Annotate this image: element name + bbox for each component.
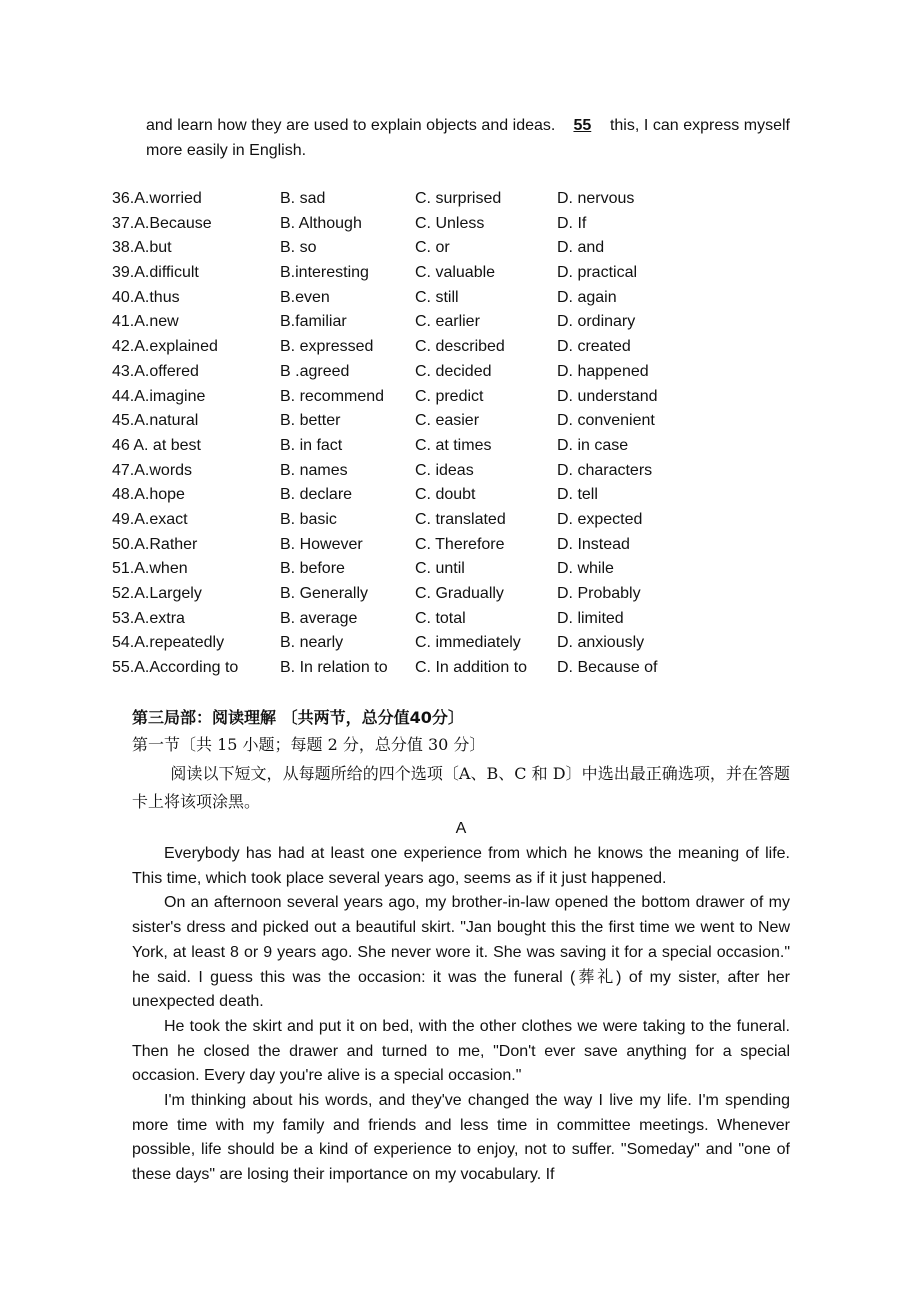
option-a: 54.A.repeatedly: [112, 634, 225, 652]
option-a: 50.A.Rather: [112, 535, 198, 553]
option-c: C. In addition to: [415, 659, 528, 677]
option-c: C. surprised: [415, 190, 502, 207]
option-a: 37.A.Because: [112, 214, 212, 232]
option-c: C. easier: [415, 412, 480, 430]
question-option-row: [112, 310, 812, 335]
option-b: B.interesting: [280, 264, 369, 282]
option-b: B. average: [280, 609, 358, 627]
option-c: C. decided: [415, 362, 492, 380]
question-option-row: [112, 409, 812, 434]
option-d: D. If: [557, 214, 587, 232]
option-d: D. practical: [557, 264, 638, 282]
option-d: D. limited: [557, 609, 624, 627]
option-d: D. expected: [557, 510, 643, 528]
option-d: D. characters: [557, 461, 653, 479]
option-b: B. names: [280, 461, 348, 479]
question-option-row: [112, 483, 812, 508]
option-b: B. Generally: [280, 585, 369, 602]
option-d: D. convenient: [557, 412, 655, 430]
option-a: 44.A.imagine: [112, 387, 206, 405]
option-b: B. so: [280, 239, 317, 257]
question-option-row: [112, 459, 812, 484]
reading-passage: [132, 842, 790, 1188]
option-b: B. before: [280, 560, 345, 578]
option-c: C. Therefore: [415, 535, 505, 553]
option-d: D. Instead: [557, 535, 630, 553]
question-option-row: [112, 360, 812, 385]
option-a: 47.A.words: [112, 461, 193, 479]
intro-text-after: this, I can express myself more easily in English.: [146, 117, 790, 159]
option-c: C. until: [415, 560, 465, 578]
option-d: D. created: [557, 338, 631, 356]
option-d: D. Because of: [557, 659, 658, 677]
option-c: C. ideas: [415, 461, 474, 479]
option-b: B .agreed: [280, 362, 350, 380]
option-a: 55.A.According to: [112, 659, 239, 677]
question-option-row: [112, 335, 812, 360]
option-c: C. total: [415, 609, 466, 627]
question-option-row: [112, 212, 812, 237]
question-option-row: [112, 607, 812, 632]
option-c: C. or: [415, 239, 450, 257]
subsection-title: 第一节〔共 15 小题；每题 2 分，总分值 30 分〕: [132, 735, 486, 754]
option-a: 42.A.explained: [112, 338, 218, 356]
option-b: B. Although: [280, 214, 362, 232]
passage-paragraph: I'm thinking about his words, and they've changed the way I live my life. I'm spending more time with my family and friends and less time in committee meetings. Whenever possible, life should be a kind of experience to enjoy, not to suffer. "Someday" and "one of these days" are losing their importance on my vocabulary. If: [132, 1092, 790, 1184]
option-a: 41.A.new: [112, 313, 179, 331]
option-d: D. again: [557, 288, 617, 306]
option-d: D. nervous: [557, 190, 635, 207]
option-d: D. while: [557, 560, 614, 578]
question-option-row: [112, 631, 812, 656]
option-d: D. in case: [557, 436, 629, 454]
option-c: C. Gradually: [415, 585, 504, 602]
option-c: C. immediately: [415, 634, 521, 652]
option-d: D. understand: [557, 387, 658, 405]
option-b: B.even: [280, 288, 330, 306]
option-c: C. at times: [415, 436, 492, 454]
intro-text-before: and learn how they are used to explain objects and ideas.: [146, 117, 556, 134]
option-b: B. nearly: [280, 634, 344, 652]
option-a: 48.A.hope: [112, 486, 185, 504]
option-a: 43.A.offered: [112, 362, 199, 380]
question-option-row: [112, 286, 812, 311]
option-d: D. anxiously: [557, 634, 645, 652]
option-c: C. doubt: [415, 486, 476, 504]
passage-paragraph: On an afternoon several years ago, my brother-in-law opened the bottom drawer of my sister's dress and picked out a beautiful skirt. "Jan bought this the first time we went to New York, at least 8 or 9 years ago. She never wore it. She was saving it for a special occasion." he said. I guess this was the occasion: it was the funeral (葬礼) of my sister, after her unexpected death.: [132, 894, 790, 1011]
option-d: D. and: [557, 239, 605, 257]
option-d: D. ordinary: [557, 313, 636, 331]
question-option-row: [112, 385, 812, 410]
question-option-row: [112, 236, 812, 261]
section-title: 第三局部：阅读理解 〔共两节，总分值40分〕: [132, 708, 464, 727]
option-c: C. predict: [415, 387, 484, 405]
option-b: B. sad: [280, 190, 326, 207]
question-option-row: [112, 508, 812, 533]
option-a: 53.A.extra: [112, 609, 185, 627]
answer-options-list: [112, 187, 812, 681]
option-c: C. valuable: [415, 264, 496, 282]
option-a: 49.A.exact: [112, 510, 188, 528]
option-a: 36.A.worried: [112, 190, 202, 207]
question-option-row: [112, 582, 812, 607]
passage-label: A: [455, 820, 467, 837]
question-option-row: [112, 187, 812, 212]
option-a: 46 A. at best: [112, 436, 201, 454]
option-a: 40.A.thus: [112, 288, 180, 306]
option-b: B. However: [280, 535, 363, 553]
question-option-row: [112, 434, 812, 459]
passage-paragraph: He took the skirt and put it on bed, with the other clothes we were taking to the funeral. Then he closed the drawer and turned to me, "Don't ever save anything for a special occasion. Every day you're alive is a special occasion.": [132, 1017, 790, 1085]
option-b: B. declare: [280, 486, 353, 504]
option-c: C. still: [415, 288, 459, 306]
option-a: 39.A.difficult: [112, 264, 199, 282]
option-b: B. expressed: [280, 338, 374, 356]
option-a: 51.A.when: [112, 560, 188, 578]
instructions: 阅读以下短文，从每题所给的四个选项〔A、B、C 和 D〕中选出最正确选项，并在答题卡上将该项涂黑。: [132, 764, 790, 811]
option-d: D. Probably: [557, 585, 641, 602]
option-a: 38.A.but: [112, 239, 172, 257]
question-option-row: [112, 557, 812, 582]
question-option-row: [112, 533, 812, 558]
question-option-row: [112, 261, 812, 286]
option-b: B. In relation to: [280, 659, 388, 677]
option-c: C. earlier: [415, 313, 480, 331]
intro-paragraph: [146, 113, 790, 163]
option-d: D. happened: [557, 362, 649, 380]
option-a: 45.A.natural: [112, 412, 199, 430]
question-option-row: [112, 656, 812, 681]
option-b: B. basic: [280, 510, 337, 528]
option-b: B.familiar: [280, 313, 347, 331]
option-c: C. Unless: [415, 214, 485, 232]
option-b: B. recommend: [280, 387, 385, 405]
option-c: C. described: [415, 338, 505, 356]
option-b: B. better: [280, 412, 341, 430]
passage-paragraph: Everybody has had at least one experience from which he knows the meaning of life. This time, which took place several years ago, seems as if it just happened.: [132, 845, 790, 887]
option-a: 52.A.Largely: [112, 585, 202, 602]
option-d: D. tell: [557, 486, 598, 504]
option-b: B. in fact: [280, 436, 343, 454]
option-c: C. translated: [415, 510, 506, 528]
blank-number: 55: [573, 117, 592, 134]
